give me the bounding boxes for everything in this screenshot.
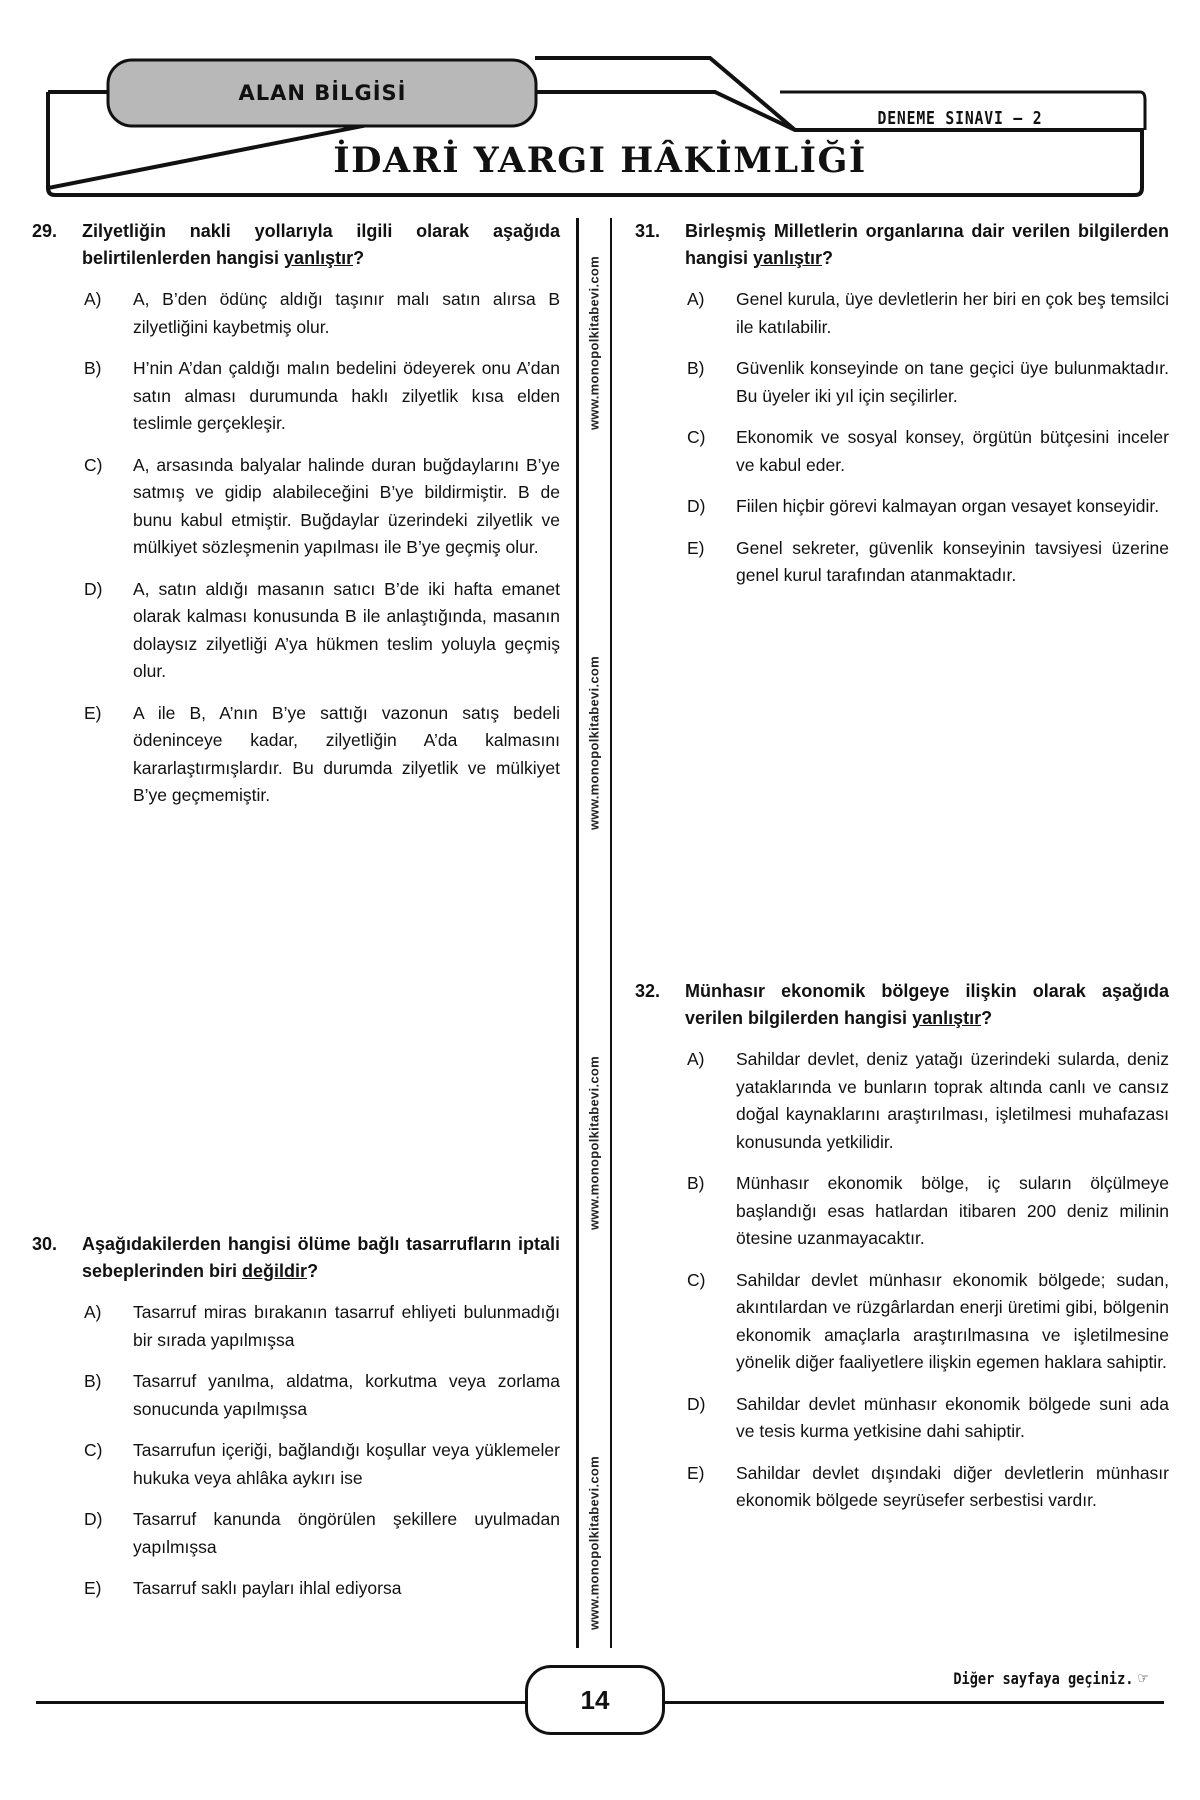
question-stem: Aşağıdakilerden hangisi ölüme bağlı tasarrufların iptali sebeplerinden biri değildir?: [82, 1234, 560, 1281]
question-stem: Birleşmiş Milletlerin organlarına dair verilen bilgilerden hangisi yanlıştır?: [685, 221, 1169, 268]
option-d[interactable]: D) Sahildar devlet münhasır ekonomik bölgede suni ada ve tesis kurma yetkisine dahi sahiptir.: [687, 1393, 1169, 1441]
option-list: [635, 286, 1169, 590]
question-number: 31.: [635, 221, 661, 241]
column-divider: [576, 218, 579, 1648]
option-d[interactable]: D) A, satın aldığı masanın satıcı B’de iki hafta emanet olarak kalması konusunda B ile anlaştığında, masanın dolaysız zilyetliği A’ya hükmen teslim yoluyla geçmiş olur.: [84, 578, 560, 681]
emphasis: değildir: [242, 1261, 308, 1281]
option-e[interactable]: E) A ile B, A’nın B’ye sattığı vazonun satış bedeli ödeninceye kadar, zilyetliğin A’da kalmasını kararlaştırmışlardır. Bu durumda zilyetlik ve mülkiyet B’ye geçmemiştir.: [84, 702, 560, 805]
option-d[interactable]: D) Fiilen hiçbir görevi kalmayan organ vesayet konseyidir.: [687, 496, 1160, 516]
option-c[interactable]: C) A, arsasında balyalar halinde duran buğdaylarını B’ye satmış ve gidip alabileceğini B’ye bildirmiştir. B de bunu kabul etmiştir. Buğdaylar üzerindeki zilyetlik ve mülkiyet sözleşmenin yapılması ile B’ye geçmiş olur.: [84, 454, 560, 557]
emphasis: yanlıştır: [912, 1008, 982, 1028]
emphasis: yanlıştır: [753, 248, 823, 268]
section-tab-title: ALAN BİLGİSİ: [238, 81, 407, 105]
option-e[interactable]: E) Tasarruf saklı payları ihlal ediyorsa: [84, 1578, 402, 1598]
option-d[interactable]: D) Tasarruf kanunda öngörülen şekillere uyulmadan yapılmışsa: [84, 1509, 560, 1557]
page-title: İDARİ YARGI HÂKİMLİĞİ: [333, 140, 867, 181]
option-c[interactable]: C) Tasarrufun içeriği, bağlandığı koşullar veya yüklemeler hukuka veya ahlâka aykırı ise: [84, 1440, 560, 1488]
option-e[interactable]: E) Sahildar devlet dışındaki diğer devletlerin münhasır ekonomik bölgede seyrüsefer serbestisi vardır.: [687, 1462, 1169, 1510]
option-list: [32, 286, 560, 810]
option-e[interactable]: E) Genel sekreter, güvenlik konseyinin tavsiyesi üzerine genel kurul tarafından atanmaktadır.: [687, 537, 1169, 585]
question-29: [32, 218, 560, 824]
option-a[interactable]: A) Tasarruf miras bırakanın tasarruf ehliyeti bulunmadığı bir sırada yapılmışsa: [84, 1302, 560, 1350]
question-stem: Münhasır ekonomik bölgeye ilişkin olarak aşağıda verilen bilgilerden hangisi yanlıştır?: [685, 981, 1169, 1028]
question-number: 30.: [32, 1234, 58, 1254]
emphasis: yanlıştır: [284, 248, 354, 268]
exam-title: DENEME SINAVI – 2: [877, 107, 1043, 129]
next-page-label: Diğer sayfaya geçiniz.: [953, 1669, 1134, 1688]
question-32: [635, 978, 1169, 1529]
option-a[interactable]: A) Genel kurula, üye devletlerin her biri en çok beş temsilci ile katılabilir.: [687, 289, 1169, 337]
option-b[interactable]: B) Güvenlik konseyinde on tane geçici üye bulunmaktadır. Bu üyeler iki yıl için seçilirler.: [687, 358, 1169, 406]
option-b[interactable]: B) H’nin A’dan çaldığı malın bedelini ödeyerek onu A’dan satın alması durumunda haklı zilyetlik kısa elden teslimle gerçekleşir.: [84, 358, 560, 433]
option-b[interactable]: B) Münhasır ekonomik bölge, iç suların ölçülmeye başlandığı esas hatlardan itibaren 200 deniz milinin ötesine uzanmayacaktır.: [687, 1173, 1169, 1248]
question-30: [32, 1231, 560, 1617]
page-number: 14: [525, 1665, 665, 1735]
column-divider-right: [610, 218, 612, 1648]
option-list: [32, 1299, 560, 1603]
question-number: 32.: [635, 981, 661, 1001]
option-a[interactable]: A) Sahildar devlet, deniz yatağı üzerindeki sularda, deniz yataklarında ve bunların toprak altında canlı ve cansız doğal kaynaklarını araştırılması, işletilmesi muhafazası konusunda yetkilidir.: [687, 1049, 1169, 1152]
next-page-note: [954, 1668, 1148, 1689]
option-c[interactable]: C) Sahildar devlet münhasır ekonomik bölgede; sudan, akıntılardan ve rüzgârlardan enerji üretimi gibi, bölgenin ekonomik amaçlarla araştırılmasına ve işletilmesine yönelik diğer faaliyetlere ilişkin egemen haklara sahiptir.: [687, 1269, 1169, 1372]
question-number: 29.: [32, 221, 58, 241]
option-a[interactable]: A) A, B’den ödünç aldığı taşınır malı satın alırsa B zilyetliğini kaybetmiş olur.: [84, 289, 560, 337]
option-b[interactable]: B) Tasarruf yanılma, aldatma, korkutma veya zorlama sonucunda yapılmışsa: [84, 1371, 560, 1419]
option-c[interactable]: C) Ekonomik ve sosyal konsey, örgütün bütçesini inceler ve kabul eder.: [687, 427, 1169, 475]
option-list: [635, 1046, 1169, 1515]
question-31: [635, 218, 1169, 604]
question-stem: Zilyetliğin nakli yollarıyla ilgili olarak aşağıda belirtilenlerden hangisi yanlıştır?: [82, 221, 560, 268]
pointing-hand-icon: ☞: [1138, 1668, 1148, 1689]
